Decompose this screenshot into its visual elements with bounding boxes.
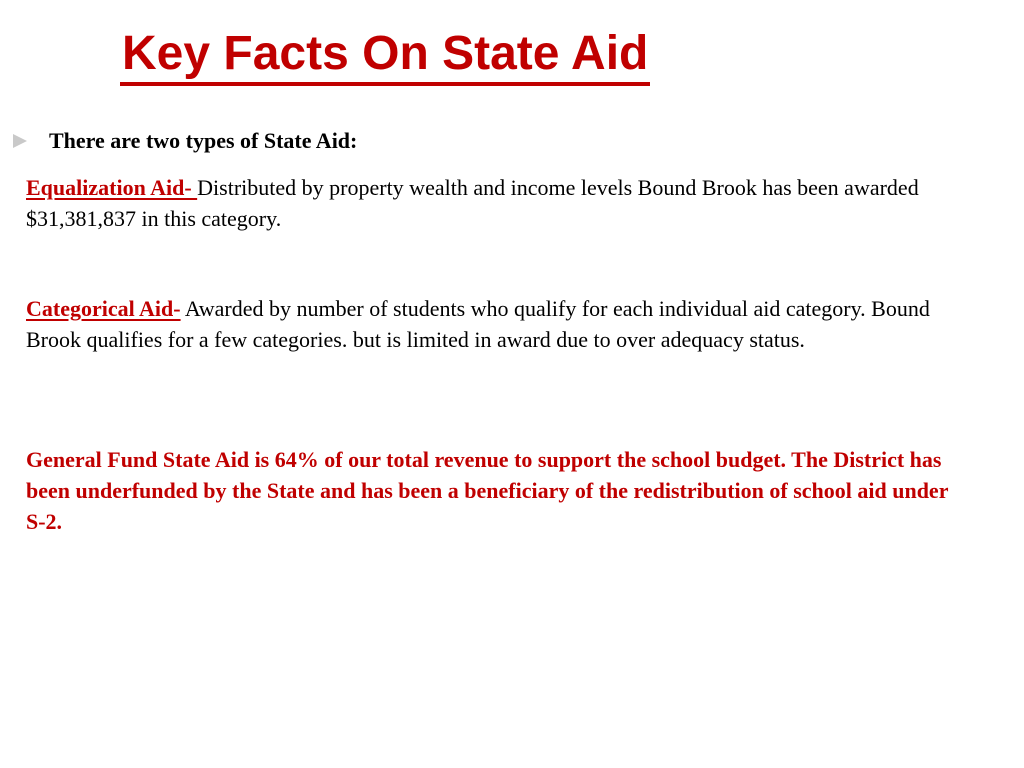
title-box	[120, 26, 650, 86]
bullet-item	[10, 128, 357, 154]
categorical-aid-term: Categorical Aid-	[26, 296, 181, 321]
slide-title: Key Facts On State Aid	[120, 26, 650, 86]
equalization-aid-text: Distributed by property wealth and income levels Bound Brook has been awarded $31,381,837 in this category.	[26, 175, 919, 231]
general-fund-paragraph: General Fund State Aid is 64% of our total revenue to support the school budget. The District has been underfunded by the State and has been a beneficiary of the redistribution of school aid under S-2.	[26, 447, 949, 534]
equalization-aid-paragraph	[26, 172, 956, 234]
triangle-bullet-icon	[13, 134, 27, 148]
categorical-aid-text: Awarded by number of students who qualify for each individual aid category. Bound Brook qualifies for a few categories. but is limited in award due to over adequacy status.	[26, 296, 930, 352]
bullet-text: There are two types of State Aid:	[49, 128, 358, 153]
equalization-aid-term: Equalization Aid-	[26, 175, 198, 200]
categorical-aid-paragraph	[26, 293, 956, 355]
